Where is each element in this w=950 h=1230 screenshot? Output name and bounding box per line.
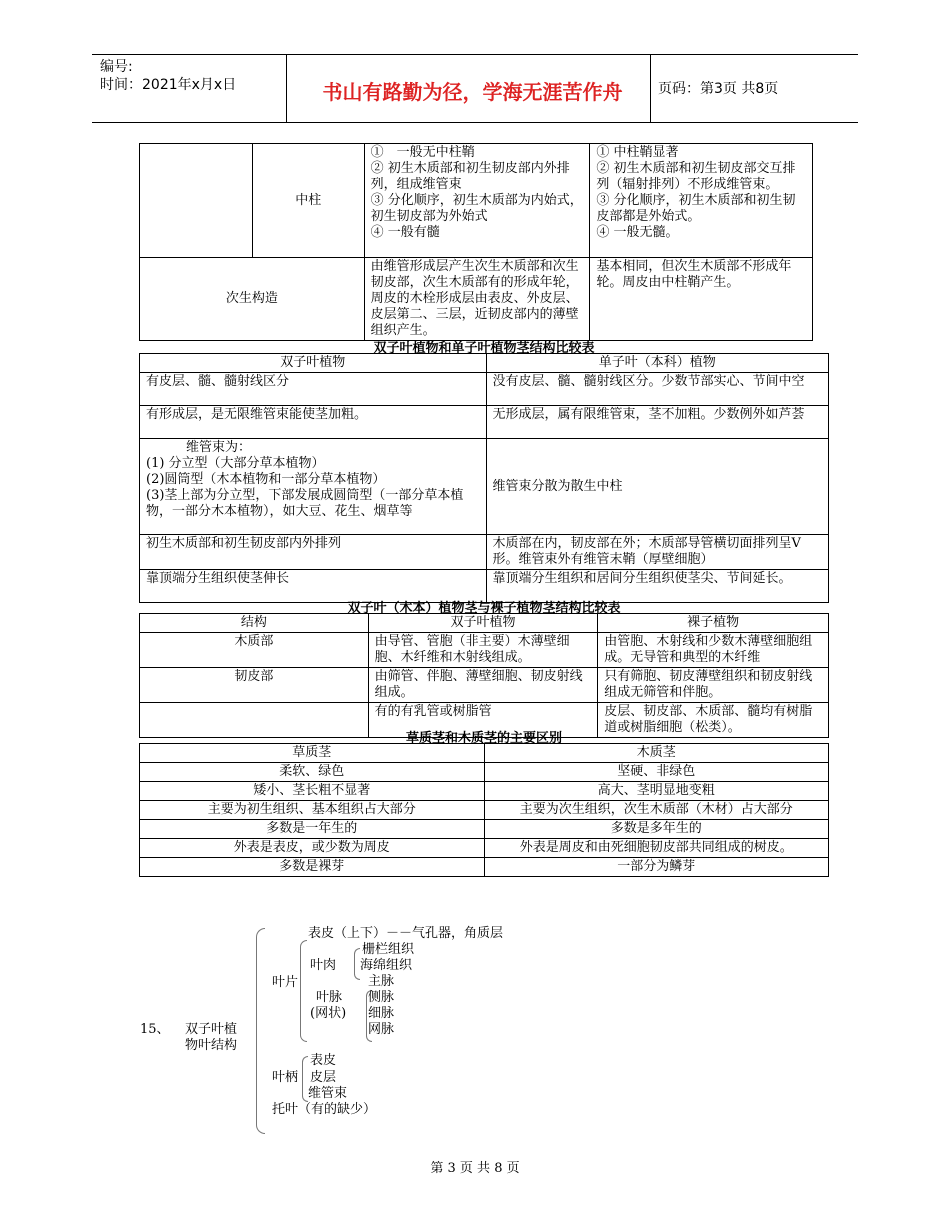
table-cell: 多数是多年生的: [484, 820, 829, 839]
blade-brace: [300, 940, 307, 1042]
time-label: 时间：2021年x月x日: [100, 77, 237, 93]
palisade-label: 栅栏组织: [362, 942, 415, 957]
table-row: [140, 633, 829, 668]
stele-comparison-table: [139, 143, 813, 341]
table-cell: 外表是周皮和由死细胞韧皮部共同组成的树皮。: [484, 839, 829, 858]
table-cell: 矮小、茎长粗不显著: [140, 782, 485, 801]
list-item: 维管束为：: [186, 440, 252, 455]
column-header: 裸子植物: [598, 614, 829, 633]
header-divider-right: [650, 54, 651, 122]
table-row: [140, 820, 829, 839]
table-cell: 高大、茎明显地变粗: [484, 782, 829, 801]
table-cell: 维管束分散为散生中柱: [486, 439, 828, 535]
page-footer: 第 3 页 共 8 页: [430, 1161, 520, 1176]
table-cell: 主要为次生组织，次生木质部（木材）占大部分: [484, 801, 829, 820]
table-cell: 由管胞、木射线和少数木薄壁细胞组成。无导管和典型的木纤维: [598, 633, 829, 668]
table-cell: 外表是表皮，或少数为周皮: [140, 839, 485, 858]
table-cell: 一部分为鳞芽: [484, 858, 829, 877]
list-item: (2)圆筒型（木本植物和一部分草本植物）: [146, 472, 386, 487]
table-cell: 有的有乳管或树脂管: [368, 703, 598, 738]
header-left: [100, 58, 236, 94]
header-page-info: 页码：第3页 共8页: [658, 81, 779, 97]
table-cell: 柔软、绿色: [140, 763, 485, 782]
table3-caption: 双子叶（木本）植物茎与裸子植物茎结构比较表: [347, 601, 621, 616]
row-label: 中柱: [252, 144, 364, 258]
table-cell: 没有皮层、髓、髓射线区分。少数节部实心、节间中空: [486, 373, 828, 406]
tree-title-1: 双子叶植: [185, 1022, 238, 1037]
list-item: ③ 分化顺序，初生木质部和初生韧皮部都是外始式。: [596, 193, 796, 224]
table-cell: 坚硬、非绿色: [484, 763, 829, 782]
table-row: [140, 439, 829, 535]
table-cell: 由筛管、伴胞、薄壁细胞、韧皮射线组成。: [368, 668, 598, 703]
main-vein-label: 主脉: [368, 974, 395, 989]
list-item: ③ 分化顺序，初生木质部为内始式，初生韧皮部为外始式: [370, 193, 583, 224]
table-row: [140, 668, 829, 703]
blade-label: 叶片: [272, 975, 299, 990]
header-top-rule: [92, 54, 858, 55]
table-cell: 无形成层，属有限维管束，茎不加粗。少数例外如芦荟: [486, 406, 828, 439]
list-item: (3)茎上部为分立型，下部发展成圆筒型（一部分草本植物，一部分木本植物），如大豆、花生、烟草等: [146, 488, 464, 519]
fine-vein-label: 细脉: [368, 1006, 395, 1021]
table-cell: 有皮层、髓、髓射线区分: [140, 373, 487, 406]
table-cell: 只有筛胞、韧皮薄壁组织和韧皮射线组成无筛管和伴胞。: [598, 668, 829, 703]
table-row: [140, 858, 829, 877]
table-cell: 多数是一年生的: [140, 820, 485, 839]
table-header-row: [140, 744, 829, 763]
list-item: (1) 分立型（大部分草本植物）: [146, 456, 325, 471]
list-item: ① 中柱鞘显著: [596, 145, 679, 160]
table-row: [140, 535, 829, 570]
vein-note: (网状): [310, 1006, 347, 1021]
lateral-vein-label: 侧脉: [368, 990, 395, 1005]
network-vein-label: 网脉: [368, 1022, 395, 1037]
list-item: ① 一般无中柱鞘: [370, 145, 475, 160]
table2-caption: 双子叶植物和单子叶植物茎结构比较表: [373, 341, 595, 356]
table-cell: 皮层、韧皮部、木质部、髓均有树脂道或树脂细胞（松类）。: [598, 703, 829, 738]
table-cell: 有形成层，是无限维管束能使茎加粗。: [140, 406, 487, 439]
item-number: 15、: [140, 1022, 170, 1037]
table-cell: 多数是裸芽: [140, 858, 485, 877]
table-cell: 主要为初生组织、基本组织占大部分: [140, 801, 485, 820]
epidermis-label: 表皮（上下）－－气孔器，角质层: [308, 926, 504, 941]
column-header: 草质茎: [140, 744, 485, 763]
main-brace: [256, 928, 265, 1134]
table4-caption: 草质茎和木质茎的主要区别: [405, 731, 562, 746]
table-cell: 由维管形成层产生次生木质部和次生韧皮部，次生木质部有的形成年轮，周皮的木栓形成层由表皮、外皮层、皮层第二、三层，近韧皮部内的薄壁组织产生。: [364, 258, 590, 341]
table-header-row: [140, 354, 829, 373]
petiole-label: 叶柄: [272, 1070, 299, 1085]
column-header: 单子叶（本科）植物: [486, 354, 828, 373]
table-row: [140, 801, 829, 820]
dicot-monocot-table: [139, 353, 829, 603]
table-header-row: [140, 614, 829, 633]
table-row: [140, 782, 829, 801]
stipule-label: 托叶（有的缺少）: [272, 1102, 377, 1117]
table-cell: [140, 144, 253, 258]
list-item: ② 初生木质部和初生韧皮部内外排列，组成维管束: [370, 161, 570, 192]
column-header: 木质茎: [484, 744, 829, 763]
table-cell: [590, 144, 813, 258]
row-label: 次生构造: [140, 258, 365, 341]
list-item: ④ 一般无髓。: [596, 225, 679, 240]
mesophyll-label: 叶肉: [310, 958, 337, 973]
table-cell: 靠顶端分生组织和居间分生组织使茎尖、节间延长。: [486, 570, 828, 603]
spongy-label: 海绵组织: [360, 958, 413, 973]
table-cell: 木质部: [140, 633, 369, 668]
table-cell: 木质部在内，韧皮部在外；木质部导管横切面排列呈V形。维管束外有维管末鞘（厚壁细胞）: [486, 535, 828, 570]
code-label: 编号:: [100, 59, 133, 75]
dicot-gymnosperm-table: [139, 613, 829, 738]
column-header: 双子叶植物: [368, 614, 598, 633]
table-cell: 韧皮部: [140, 668, 369, 703]
petiole-cortex-label: 皮层: [310, 1070, 337, 1085]
table-cell: [140, 439, 487, 535]
vein-label: 叶脉: [316, 990, 343, 1005]
table-row: [140, 373, 829, 406]
table-cell: 初生木质部和初生韧皮部内外排列: [140, 535, 487, 570]
column-header: 结构: [140, 614, 369, 633]
header-divider-left: [286, 54, 287, 122]
herbaceous-woody-table: [139, 743, 829, 877]
table-cell: 靠顶端分生组织使茎伸长: [140, 570, 487, 603]
table-row: [140, 258, 813, 341]
list-item: ② 初生木质部和初生韧皮部交互排列（辐射排列）不形成维管束。: [596, 161, 796, 192]
list-item: ④ 一般有髓: [370, 225, 440, 240]
header-bottom-rule: [92, 122, 858, 123]
table-cell: 由导管、管胞（非主要）木薄壁细胞、木纤维和木射线组成。: [368, 633, 598, 668]
table-row: [140, 144, 813, 258]
table-row: [140, 406, 829, 439]
petiole-epidermis-label: 表皮: [310, 1053, 337, 1068]
table-row: [140, 839, 829, 858]
tree-title-2: 物叶结构: [185, 1038, 238, 1053]
petiole-bundle-label: 维管束: [308, 1086, 348, 1101]
table-row: [140, 763, 829, 782]
table-cell: 基本相同，但次生木质部不形成年轮。周皮由中柱鞘产生。: [590, 258, 813, 341]
table-cell: [364, 144, 590, 258]
column-header: 双子叶植物: [140, 354, 487, 373]
header-motto: 书山有路勤为径，学海无涯苦作舟: [322, 80, 623, 104]
